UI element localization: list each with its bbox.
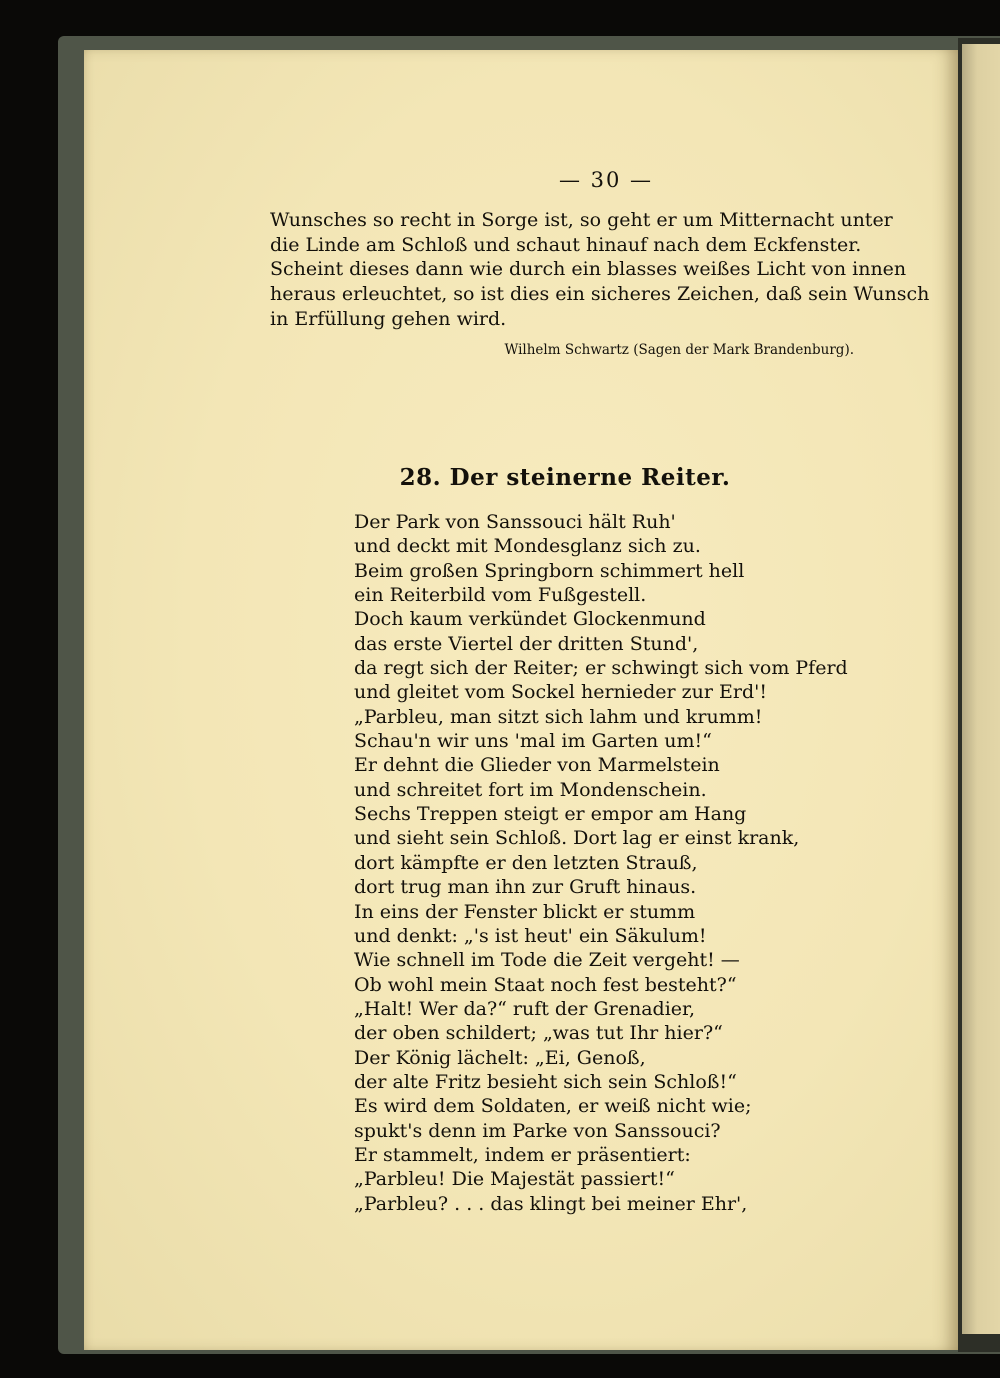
poem-line: ein Reiterbild vom Fußgestell. — [354, 584, 647, 607]
poem-line: „Parbleu, man sitzt sich lahm und krumm! — [354, 705, 763, 728]
poem-line: Der Park von Sanssouci hält Ruh' — [354, 511, 676, 533]
page-number: — 30 — — [558, 168, 654, 192]
poem-line: und denkt: „'s ist heut' ein Säkulum! — [354, 924, 707, 947]
book-page — [84, 50, 958, 1350]
poem-line: „Parbleu! Die Majestät passiert!“ — [354, 1168, 675, 1191]
prose-line: die Linde am Schloß und schaut hinauf nach dem Eckfenster. — [270, 233, 862, 256]
poem-line: Schau'n wir uns 'mal im Garten um!“ — [354, 730, 712, 753]
poem-line: „Parbleu? . . . das klingt bei meiner Ehr', — [354, 1192, 748, 1215]
poem-line: Er stammelt, indem er präsentiert: — [354, 1143, 691, 1166]
poem-line: dort kämpfte er den letzten Strauß, — [354, 851, 698, 874]
poem-line: das erste Viertel der dritten Stund', — [354, 632, 699, 655]
poem-line: und gleitet vom Sockel hernieder zur Erd'! — [354, 681, 767, 704]
section-heading: 28. Der steinerne Reiter. — [399, 464, 731, 491]
poem-line: In eins der Fenster blickt er stumm — [354, 900, 696, 923]
prose-line: Scheint dieses dann wie durch ein blasses weißes Licht von innen — [270, 258, 907, 281]
poem-line: Doch kaum verkündet Glockenmund — [354, 608, 706, 631]
prose-line: Wunsches so recht in Sorge ist, so geht er um Mitternacht unter — [270, 209, 893, 231]
poem-line: und schreitet fort im Mondenschein. — [354, 778, 707, 801]
poem-line: Er dehnt die Glieder von Marmelstein — [354, 754, 720, 777]
poem-line: Es wird dem Soldaten, er weiß nicht wie; — [354, 1095, 752, 1118]
poem-line: Der König lächelt: „Ei, Genoß, — [354, 1046, 646, 1069]
prose-line: in Erfüllung gehen wird. — [270, 307, 507, 330]
source-citation: Wilhelm Schwartz (Sagen der Mark Brandenburg). — [504, 342, 854, 358]
poem-line: Sechs Treppen steigt er empor am Hang — [354, 803, 747, 826]
poem-line: und deckt mit Mondesglanz sich zu. — [354, 535, 701, 558]
poem-line: dort trug man ihn zur Gruft hinaus. — [354, 876, 697, 899]
poem-line: der oben schildert; „was tut Ihr hier?“ — [354, 1022, 723, 1045]
poem-line: Beim großen Springborn schimmert hell — [354, 559, 745, 582]
facing-page-edge — [962, 44, 1000, 1334]
poem-line: Ob wohl mein Staat noch fest besteht?“ — [354, 973, 737, 996]
poem-line: der alte Fritz besieht sich sein Schloß!“ — [354, 1070, 737, 1093]
poem-line: Wie schnell im Tode die Zeit vergeht! — — [354, 949, 740, 972]
poem-line: „Halt! Wer da?“ ruft der Grenadier, — [354, 997, 696, 1020]
poem — [354, 510, 854, 1216]
poem-line: spukt's denn im Parke von Sanssouci? — [354, 1119, 721, 1142]
prose-paragraph — [270, 208, 930, 332]
poem-line: und sieht sein Schloß. Dort lag er einst krank, — [354, 827, 800, 850]
prose-line: heraus erleuchtet, so ist dies ein sicheres Zeichen, daß sein Wunsch — [270, 283, 930, 306]
poem-line: da regt sich der Reiter; er schwingt sich vom Pferd — [354, 657, 848, 680]
